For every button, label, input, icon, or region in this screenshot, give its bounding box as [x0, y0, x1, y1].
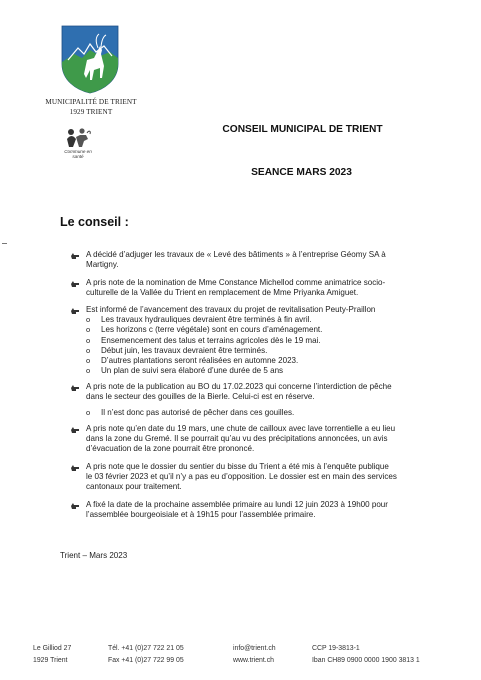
footer-website-link[interactable]: www.trient.ch — [233, 656, 274, 664]
footer-postal-account: CCP 19-3813-1 — [312, 645, 360, 652]
sub-item-text: D’autres plantations seront réalisées en automne 2023. — [101, 356, 299, 365]
sub-item — [86, 408, 456, 418]
session-title: SEANCE MARS 2023 — [251, 167, 352, 178]
sub-item — [86, 335, 456, 346]
decision-item — [86, 462, 456, 493]
decision-line: l’assemblée bourgeoisiale et à 19h15 pour l’assemblée primaire. — [86, 510, 316, 520]
council-title: CONSEIL MUNICIPAL DE TRIENT — [222, 124, 383, 135]
decision-line: Martigny. — [86, 260, 119, 270]
decision-line: A décidé d’adjuger les travaux de « Levé des bâtiments » à l’entreprise Géomy SA à — [86, 250, 386, 259]
decision-line: le 03 février 2023 et qu’il n’y a pas eu d’opposition. Le dossier est en main des services — [86, 472, 397, 482]
sub-item-text: Il n’est donc pas autorisé de pêcher dans ces gouilles. — [101, 408, 295, 418]
sign-off: Trient – Mars 2023 — [60, 551, 128, 560]
sub-item-text: Les horizons c (terre végétale) sont en cours d’aménagement. — [101, 325, 323, 335]
hand-pointer-icon — [70, 425, 80, 434]
footer-contact — [233, 643, 276, 666]
decision-item — [86, 382, 456, 420]
decision-item — [86, 278, 456, 298]
sub-item — [86, 356, 456, 366]
footer-email-link[interactable]: info@trient.ch — [233, 645, 276, 652]
circle-bullet-icon: o — [86, 345, 91, 355]
sub-item — [86, 345, 456, 356]
circle-bullet-icon: o — [86, 325, 91, 335]
circle-bullet-icon: o — [86, 335, 91, 345]
sub-item-text: Les travaux hydrauliques devraient être terminés à fin avril. — [101, 315, 312, 325]
hand-pointer-icon — [70, 501, 80, 510]
circle-bullet-icon: o — [86, 366, 91, 376]
sub-item-text: Début juin, les travaux devraient être terminés. — [101, 345, 268, 355]
circle-bullet-icon: o — [86, 356, 91, 365]
decision-line: cantonaux pour traitement. — [86, 482, 182, 492]
margin-mark — [2, 243, 7, 244]
decision-item — [86, 250, 456, 270]
hand-pointer-icon — [70, 279, 80, 288]
circle-bullet-icon: o — [86, 408, 91, 418]
decision-line: culturelle de la Vallée du Trient en remplacement de Mme Priyanka Amiguet. — [86, 288, 359, 298]
municipality-name-line2: 1929 TRIENT — [69, 107, 113, 116]
sub-item-text: Un plan de suivi sera élaboré d’une durée de 5 ans — [101, 366, 284, 376]
decision-line: A pris note qu’en date du 19 mars, une chute de cailloux avec lave torrentielle a eu lieu — [86, 424, 396, 433]
footer-phone-number: Tél. +41 (0)27 722 21 05 — [108, 645, 184, 652]
footer-bank — [312, 643, 420, 666]
hand-pointer-icon — [70, 383, 80, 392]
footer-iban: Iban CH89 0900 0000 1900 3813 1 — [312, 656, 420, 664]
municipality-crest-logo — [60, 24, 120, 94]
footer-fax-number: Fax +41 (0)27 722 99 05 — [108, 656, 184, 664]
decision-item — [86, 424, 456, 455]
hand-pointer-icon — [70, 251, 80, 260]
decision-item — [86, 305, 456, 376]
footer-address — [33, 643, 71, 666]
sub-item-text: Ensemencement des talus et terrains agricoles dès le 19 mai. — [101, 335, 321, 345]
decision-line: A fixé la date de la prochaine assemblée primaire au lundi 12 juin 2023 à 19h00 pour — [86, 500, 388, 509]
decision-line: d’évacuation de la zone pourrait être prononcé. — [86, 444, 255, 454]
municipality-name — [18, 98, 164, 117]
footer-phone — [108, 643, 184, 666]
municipality-name-line1: MUNICIPALITÉ DE TRIENT — [45, 98, 137, 106]
decision-line: A pris note de la nomination de Mme Constance Michellod comme animatrice socio- — [86, 278, 386, 287]
decision-line: A pris note que le dossier du sentier du bisse du Trient a été mis à l’enquête publique — [86, 462, 389, 471]
decision-line: Est informé de l’avancement des travaux du projet de revitalisation Peuty-Praillon — [86, 305, 376, 314]
sub-item — [86, 315, 456, 325]
decision-item — [86, 500, 456, 520]
decision-line: dans la zone du Gremé. Il se pourrait qu’au vu des précipitations annoncées, un avis — [86, 434, 388, 444]
decision-line: A pris note de la publication au BO du 17.02.2023 qui concerne l’interdiction de pêche — [86, 382, 392, 391]
hand-pointer-icon — [70, 463, 80, 472]
hand-pointer-icon — [70, 306, 80, 315]
sub-item — [86, 366, 456, 376]
section-heading: Le conseil : — [60, 215, 129, 229]
decision-list — [86, 250, 456, 530]
commune-en-sante-label: Commune en santé — [64, 149, 92, 159]
footer-address-line1: Le Gilliod 27 — [33, 645, 72, 652]
footer-address-line2: 1929 Trient — [33, 656, 68, 664]
decision-line: dans le secteur des gouilles de la Bierle. Celui-ci est en réserve. — [86, 392, 315, 402]
circle-bullet-icon: o — [86, 315, 91, 325]
sub-item — [86, 325, 456, 335]
